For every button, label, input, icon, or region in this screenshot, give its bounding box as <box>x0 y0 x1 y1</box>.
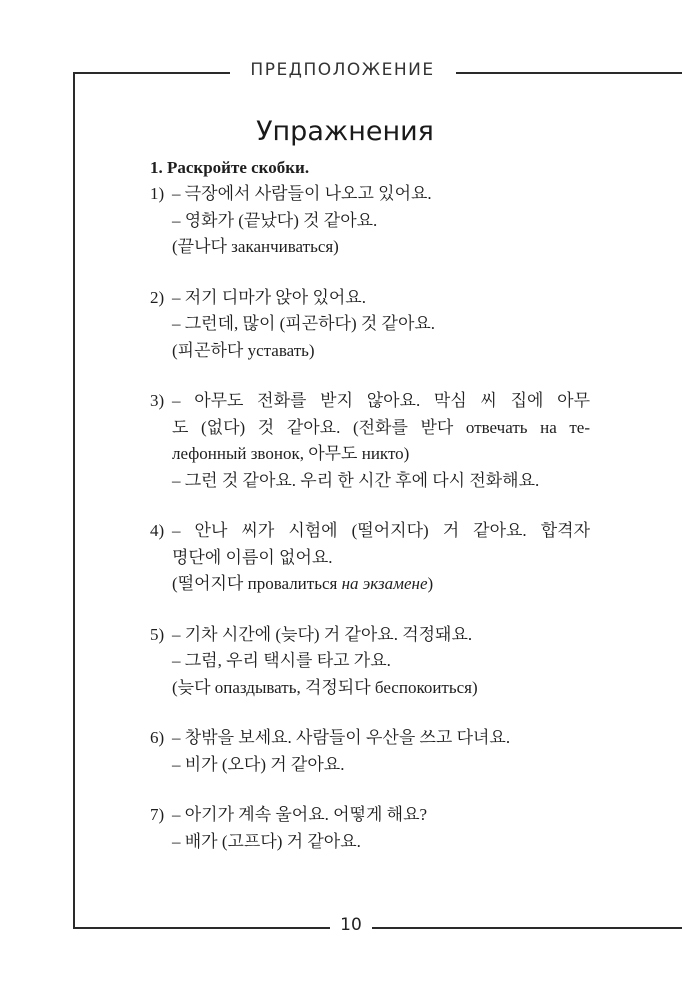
item-line: 도 (없다) 것 같아요. (전화를 받다 отвечать на те- <box>172 417 590 437</box>
item-number: 1) <box>150 184 165 203</box>
item-line: – 그럼, 우리 택시를 타고 가요. <box>172 651 391 670</box>
header-rule-left <box>73 72 230 74</box>
footer-rule-right <box>372 927 682 929</box>
frame-left-rule <box>73 72 75 929</box>
exercise-item <box>150 518 590 598</box>
exercise-item <box>150 802 590 855</box>
note-italic: на экзамене <box>341 574 428 593</box>
header-rule-right <box>456 72 682 74</box>
exercise-item <box>150 181 590 261</box>
exercise <box>150 155 590 855</box>
exercise-item <box>150 622 590 702</box>
item-line: – 비가 (오다) 거 같아요. <box>172 754 345 774</box>
item-line: – 영화가 (끝났다) 것 같아요. <box>172 210 378 230</box>
page-title: Упражнения <box>256 116 434 147</box>
item-note <box>172 571 590 598</box>
item-number: 5) <box>150 624 165 644</box>
item-number: 2) <box>150 287 165 307</box>
item-line: – 기차 시간에 (늦다) 거 같아요. 걱정돼요. <box>172 624 473 644</box>
item-number: 4) <box>150 521 165 540</box>
item-line: лефонный звонок, 아무도 никто) <box>172 444 410 463</box>
item-line: – 극장에서 사람들이 나오고 있어요. <box>172 184 432 203</box>
item-line: – 그런 것 같아요. 우리 한 시간 후에 다시 전화해요. <box>172 470 540 490</box>
item-line: – 저기 디마가 앉아 있어요. <box>172 287 366 307</box>
item-note: (늦다 опаздывать, 걱정되다 беспокоиться) <box>172 677 478 697</box>
item-number: 3) <box>150 391 165 410</box>
item-line: – 그런데, 많이 (피곤하다) 것 같아요. <box>172 314 436 333</box>
note-text: (떨어지다 провалиться <box>172 574 342 593</box>
footer-rule-left <box>73 927 330 929</box>
exercise-item <box>150 388 590 494</box>
item-note: (끝나다 заканчиваться) <box>172 237 339 256</box>
exercise-item <box>150 725 590 778</box>
item-line: – 아무도 전화를 받지 않아요. 막심 씨 집에 아무 <box>172 391 590 410</box>
item-line: – 안나 씨가 시험에 (떨어지다) 거 같아요. 합격자 <box>172 521 590 540</box>
item-line: – 아기가 계속 울어요. 어떻게 해요? <box>172 805 428 824</box>
item-line: – 배가 (고프다) 거 같아요. <box>172 831 361 851</box>
item-note: (피곤하다 уставать) <box>172 340 315 360</box>
task-heading: 1. Раскройте скобки. <box>150 158 310 177</box>
exercise-item <box>150 285 590 365</box>
note-close: ) <box>427 574 434 593</box>
item-line: – 창밖을 보세요. 사람들이 우산을 쓰고 다녀요. <box>172 728 511 747</box>
item-line: 명단에 이름이 없어요. <box>172 547 333 567</box>
item-number: 6) <box>150 728 165 747</box>
page-number: 10 <box>340 915 362 935</box>
item-number: 7) <box>150 805 165 824</box>
running-head: ПРЕДПОЛОЖЕНИЕ <box>250 60 435 80</box>
